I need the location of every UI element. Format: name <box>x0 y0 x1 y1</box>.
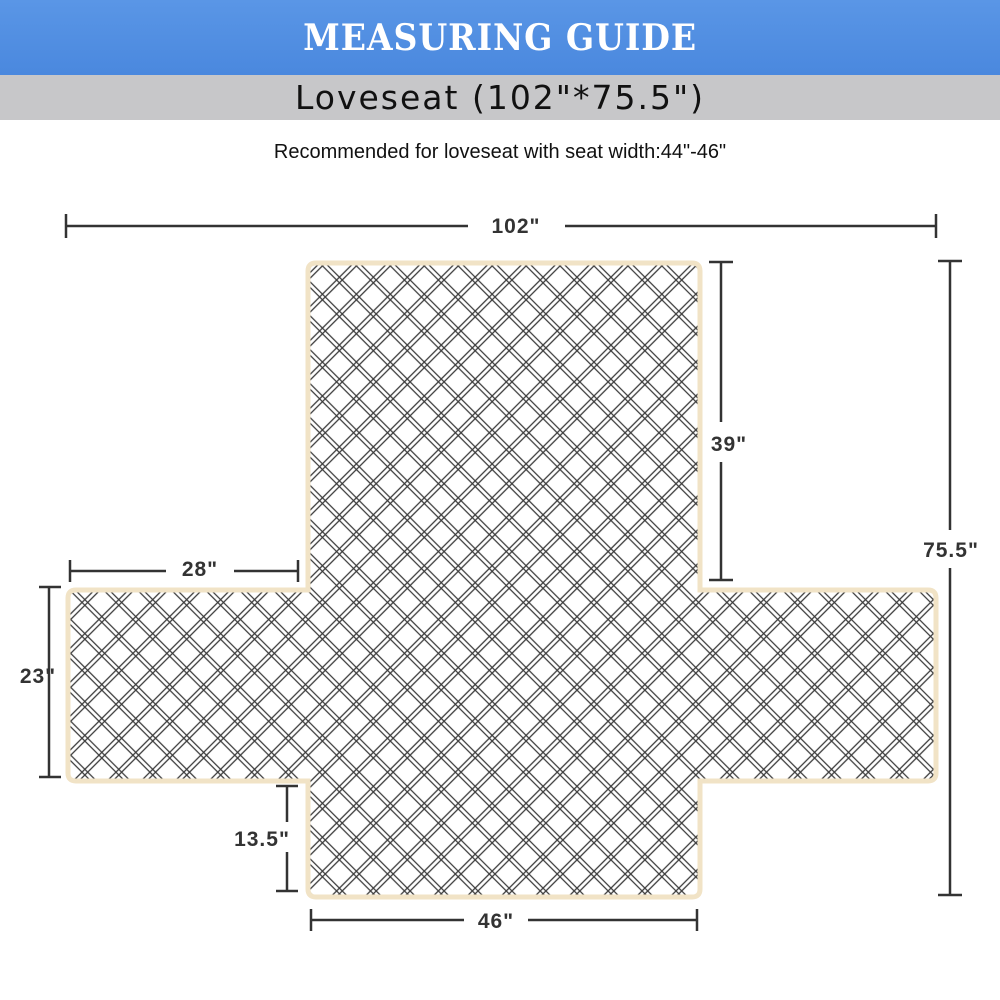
dimension-backrest-height <box>709 262 733 580</box>
backrest-height-label: 39" <box>710 433 748 456</box>
seat-width-label: 46" <box>477 910 515 933</box>
recommendation-text: Recommended for loveseat with seat width:44"-46" <box>273 141 727 163</box>
seat-front-label: 13.5" <box>234 828 290 851</box>
total-height-label: 75.5" <box>923 539 979 562</box>
dimension-total-height <box>938 261 962 895</box>
armrest-length-label: 28" <box>181 558 219 581</box>
armrest-width-label: 23" <box>19 665 57 688</box>
product-size-title: Loveseat (102"*75.5") <box>294 78 706 117</box>
total-width-label: 102" <box>491 215 541 238</box>
header-title: MEASURING GUIDE <box>303 16 697 59</box>
